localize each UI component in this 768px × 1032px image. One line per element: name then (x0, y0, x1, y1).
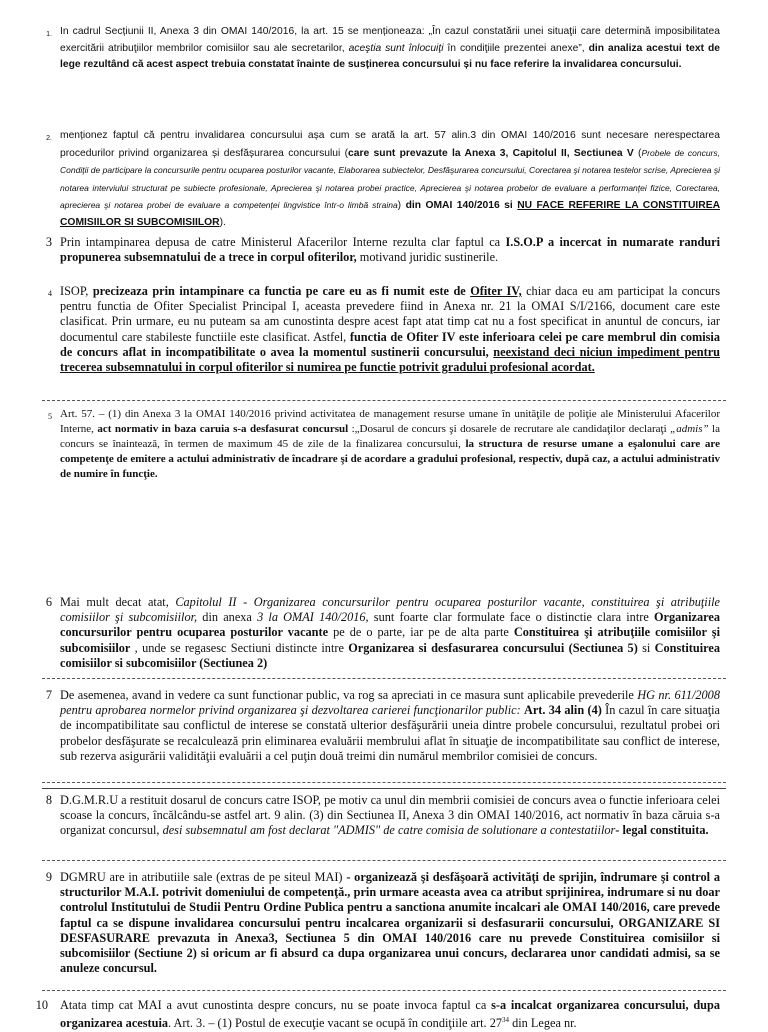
clause-text (60, 24, 720, 74)
clause-number: 6 (45, 595, 52, 609)
text-run: În cazul în care situaţia de incompatibilitate sau conflictul de interese se constată ulterior desfăşurării uneia dintre probele concursului, rezultatul probei ori probelor desfăşurate se recalculează prin eliminarea evaluării membrului aflat în situaţie de incompatibilitate sau conflict de interese, sub rezerva asigurării validităţii evaluării a cel puţin două treimi din numărul membrilor comisiei de concurs. (60, 703, 721, 763)
clause-1 (46, 24, 720, 74)
clause-4 (48, 284, 721, 375)
clause-number: 8 (45, 793, 52, 807)
text-run: , unde se regasesc Sectiuni distincte intre (130, 640, 349, 655)
clause-number: 4 (48, 289, 52, 298)
text-run: „admis” (670, 423, 709, 435)
text-run: la concurs se înaintează, în termen de maximum 45 de zile de la finalizarea concursului, (60, 423, 720, 450)
text-run: Organizarea concursurilor pentru ocuparea posturilor vacante (60, 610, 721, 640)
dashed-divider (42, 400, 726, 401)
text-run: Constituirea comisiilor si subcomisiilor (Sectiunea 2) (60, 640, 720, 670)
text-run: si (637, 640, 655, 655)
clause-10 (35, 998, 720, 1032)
text-run: 3 la OMAI 140/2016, (257, 610, 369, 625)
dashed-divider (42, 782, 726, 783)
text-run: ). (219, 216, 226, 228)
dashed-divider (42, 990, 726, 991)
clause-7 (45, 688, 721, 764)
text-run: :„Dosarul de concurs şi dosarele de recrutare ale candidaţilor declaraţi (348, 423, 671, 435)
text-run: Ofiter IV, (470, 284, 522, 298)
text-run: HG nr. 611/2008 pentru aprobarea normelor privind organizarea şi dezvoltarea carierei funcţionarilor public: (60, 688, 720, 718)
text-run: neexistand deci niciun impediment pentru trecerea subsemnatului in corpul ofiterilor si numirea pe functie potrivit gradului profesional acordat. (60, 344, 720, 375)
text-run: care sunt prevazute la Anexa 3, Capitolul II, Sectiunea V (348, 147, 634, 159)
text-run: , (485, 344, 494, 359)
clause-text (60, 998, 720, 1032)
clause-6 (45, 595, 721, 671)
clause-number: 2. (46, 135, 52, 142)
text-run: precizeaza prin intampinare ca functia pe care eu as fi numit este de (92, 284, 471, 298)
text-run: Atata timp cat MAI a avut cunostinta despre concurs, nu se poate invoca faptul ca (60, 998, 492, 1012)
text-run: Mai mult decat atat, (60, 595, 176, 609)
text-run: In cadrul Secțiunii II, Anexa 3 din OMAI 140/2016, la art. 15 se menționeaza: „În cazul constatării unei situaţii care determină imposibilitatea exercitării atribuţiilor membrilor comisiilor sau ale secretarilor, (60, 26, 720, 54)
text-run: D.G.M.R.U a restituit dosarul de concurs catre ISOP, pe motiv ca unul din membrii comisiei de concurs avea o functie inferioara celei scoase la concurs, încălcându-se astfel art. 9 alin. (3) din Sectiunea II, Anexa 3 din OMAI 140/2016, act normativ în baza căruia s-a organizat concursul, (60, 793, 720, 838)
clause-number: 5 (48, 412, 52, 421)
clause-number: 7 (45, 688, 52, 702)
text-run: s-a incalcat organizarea concursului, dupa organizarea acestuia (60, 998, 720, 1031)
text-run: Prin intampinarea depusa de catre Ministerul Afacerilor Interne rezulta clar faptul ca (60, 235, 506, 249)
text-run: în condiţiile prezentei anexe”, (443, 42, 589, 54)
text-run: , prin urmare aceasta avea ca atribut sprijinirea, indrumare si nu doar controlul Institutului de Studii Pentru Ordine Publica pentru a sanctiona anumite incalcari ale OMAI 140/2016, care prevede faptul ca se dispune invalidarea concursului pentru incalcarea organizarii si desfasurarii concursului, ORGANIZARE SI DESFASURARE prevazuta in Anexa3, Sectiunea 5 din OMAI 140/2016 care nu prevede Constituirea comisiilor si subcomisiilor (Sectiune 2) si oricum ar fi absurd ca dupa organizarea unui concurs, declararea unor candidati admisi, sa se anuleze concursul. (60, 885, 720, 976)
text-run: NU FACE REFERIRE LA CONSTITUIREA COMISIILOR SI SUBCOMISIILOR (60, 200, 721, 228)
clause-text (60, 235, 720, 265)
text-run: 34 (502, 1016, 510, 1025)
text-run: desi subsemnatul am fost declarat "ADMIS" de catre comisia de solutionare a contestatiilor (162, 823, 616, 838)
text-run: - organizează şi desfăşoară activităţi de sprijin, îndrumare şi control a structurilor M.A.I. potrivit domeniului de competenţă. (60, 870, 720, 900)
text-run: aceştia sunt înlocuiţi (348, 42, 444, 54)
clause-number: 10 (35, 998, 48, 1012)
text-run: chiar daca eu am participat la concurs pentru functia de Ofiter Specialist Principal I, aceasta prevedere fiind in Anexa nr. 21 la OMAI S/I/2166, document care este clasificat. Prin urmare, eu nu puteam sa am cunostinta despre acest fapt atat timp cat nu a fost specificat in anuntul de concurs, iar documentul care stabileste functiile este clasificat. Astfel, (60, 284, 721, 344)
text-run: ISOP, (60, 284, 93, 298)
dashed-divider (42, 678, 726, 679)
text-run: ) (397, 200, 406, 211)
clause-text (60, 128, 720, 231)
text-run: ( (633, 147, 642, 159)
text-run: menționez faptul că pentru invalidarea concursului așa cum se arată la art. 57 alin.3 din OMAI 140/2016 sunt necesare nerespectarea procedurilor privind organizarea și desfășurarea concursului ( (60, 130, 720, 159)
text-run: motivand juridic sustinerile. (356, 250, 499, 265)
text-run: pe de o parte, iar pe de alta parte (328, 625, 514, 640)
clause-number: 9 (45, 870, 52, 884)
text-run: I.S.O.P a incercat in numarate randuri propunerea subsemnatului de a trece in corpul ofiterilor, (60, 235, 720, 265)
text-run: . Art. 3. – (1) Postul de execuţie vacant se ocupă în condiţiile art. 27 (168, 1016, 503, 1031)
clause-text (60, 407, 720, 482)
text-run: sunt foarte clar formulate face o distinctie clara intre (368, 610, 654, 625)
clause-text (60, 793, 720, 839)
text-run: functia de Ofiter IV este inferioara celei pe care membrul din comisia de concurs aflat in incompatibilitate o avea la momentul sustinerii concursului (60, 329, 720, 359)
text-run: Capitolul II - Organizarea concursurilor pentru ocuparea posturilor vacante, constituirea şi atribuţiile comisiilor şi subcomisiilor, (60, 595, 720, 625)
clause-number: 1. (46, 31, 52, 38)
clause-text (60, 870, 720, 976)
text-run: Constituirea şi atribuţiile comisiilor şi subcomisiilor (60, 625, 720, 655)
clause-text (60, 595, 720, 671)
text-run: din anexa (197, 610, 258, 625)
text-run: act normativ in baza caruia s-a desfasurat concursul (97, 423, 349, 435)
text-run: din Legea nr. (509, 1016, 577, 1031)
text-run: Organizarea si desfasurarea concursului (Sectiunea 5) (348, 640, 638, 655)
dashed-divider (42, 860, 726, 861)
clause-5 (48, 407, 720, 482)
text-run: Art. 34 alin (4) (523, 703, 602, 718)
text-run: din analiza acestui text de lege rezultând că acest aspect trebuia constatat înainte de susținerea concursului și nu face referire la invalidarea concursului. (60, 42, 720, 70)
text-run: DGMRU are in atributiile sale (extras de pe siteul MAI) (60, 870, 347, 884)
text-run: De asemenea, avand in vedere ca sunt functionar public, va rog sa apreciati in ce masura sunt aplicabile prevederile (60, 688, 638, 702)
clause-8 (45, 793, 720, 839)
clause-number: 3 (45, 235, 52, 249)
text-run: Art. 57. – (1) din Anexa 3 la OMAI 140/2016 privind activitatea de management resurse umane în unităţile de poliţie ale Ministerului Afacerilor Interne, (60, 408, 720, 435)
clause-2 (46, 128, 721, 231)
text-run: la structura de resurse umane a eşalonului care are competenţe de emitere a actului administrativ de încadrare şi de acordare a gradului profesional, respectiv, după caz, a actului administrativ de numire în funcţie. (60, 438, 720, 480)
text-run: Probele de concurs, Condiţii de participare la concursurile pentru ocuparea posturilor vacante, Elaborarea subiectelor, Desfăşurarea concursului, Corectarea şi notarea testelor scrise, Aprecierea şi notarea interviului structurat pe subiecte profesionale, Aprecierea şi notarea probei practice, Aprecierea şi notarea probelor de evaluare a performanţei fizice, Corectarea, aprecierea şi notarea probei de evaluare a competenţei lingvistice într-o limbă straina (60, 147, 720, 210)
clause-text (60, 284, 720, 375)
clause-9 (45, 870, 720, 976)
clause-3 (45, 235, 720, 265)
solid-divider (42, 788, 726, 789)
text-run: din OMAI 140/2016 si (405, 200, 518, 211)
clause-text (60, 688, 720, 764)
text-run: - legal constituita. (615, 823, 709, 838)
